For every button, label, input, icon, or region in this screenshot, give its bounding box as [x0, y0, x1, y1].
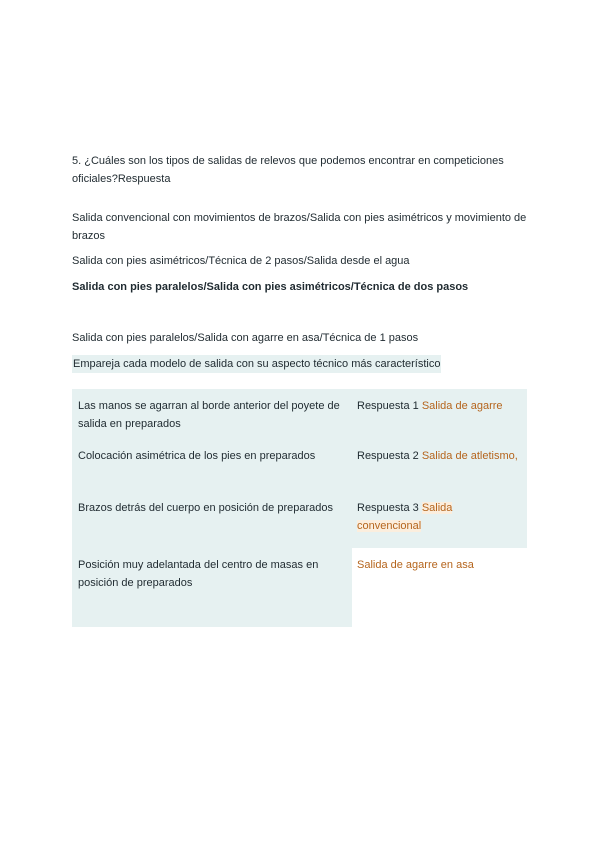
matching-description-cell [72, 548, 352, 627]
question-text: 5. ¿Cuáles son los tipos de salidas de relevos que podemos encontrar en competiciones oficiales?Respuesta [72, 155, 504, 185]
response-value[interactable]: Salida de agarre en asa [357, 559, 474, 571]
matching-answer-cell[interactable] [352, 439, 527, 491]
matching-instruction: Empareja cada modelo de salida con su aspecto técnico más característico [72, 355, 441, 373]
response-label: Respuesta 2 [357, 450, 419, 462]
answer-option-3-selected[interactable]: Salida con pies paralelos/Salida con pies asimétricos/Técnica de dos pasos [72, 281, 469, 293]
response-value[interactable]: Salida de agarre [421, 400, 503, 412]
matching-answer-cell[interactable] [352, 491, 527, 548]
matching-description-cell [72, 389, 352, 439]
response-label: Respuesta 3 [357, 502, 419, 514]
answer-option-4[interactable]: Salida con pies paralelos/Salida con agarre en asa/Técnica de 1 pasos [72, 332, 419, 344]
answer-option-2[interactable]: Salida con pies asimétricos/Técnica de 2 pasos/Salida desde el agua [72, 255, 410, 267]
matching-answer-cell[interactable] [352, 389, 527, 439]
response-value[interactable]: Salida de atletismo, [421, 450, 518, 462]
matching-description: Colocación asimétrica de los pies en preparados [78, 450, 316, 462]
response-value[interactable]: Salida convencional [357, 502, 453, 532]
matching-answer-cell[interactable] [352, 548, 527, 627]
matching-description: Posición muy adelantada del centro de masas en posición de preparados [78, 559, 319, 589]
matching-description-cell [72, 491, 352, 548]
matching-description-cell [72, 439, 352, 491]
response-label: Respuesta 1 [357, 400, 419, 412]
answer-option-1[interactable]: Salida convencional con movimientos de brazos/Salida con pies asimétricos y movimiento de brazos [72, 212, 527, 242]
matching-description: Brazos detrás del cuerpo en posición de preparados [78, 502, 333, 514]
matching-description: Las manos se agarran al borde anterior del poyete de salida en preparados [78, 400, 340, 430]
